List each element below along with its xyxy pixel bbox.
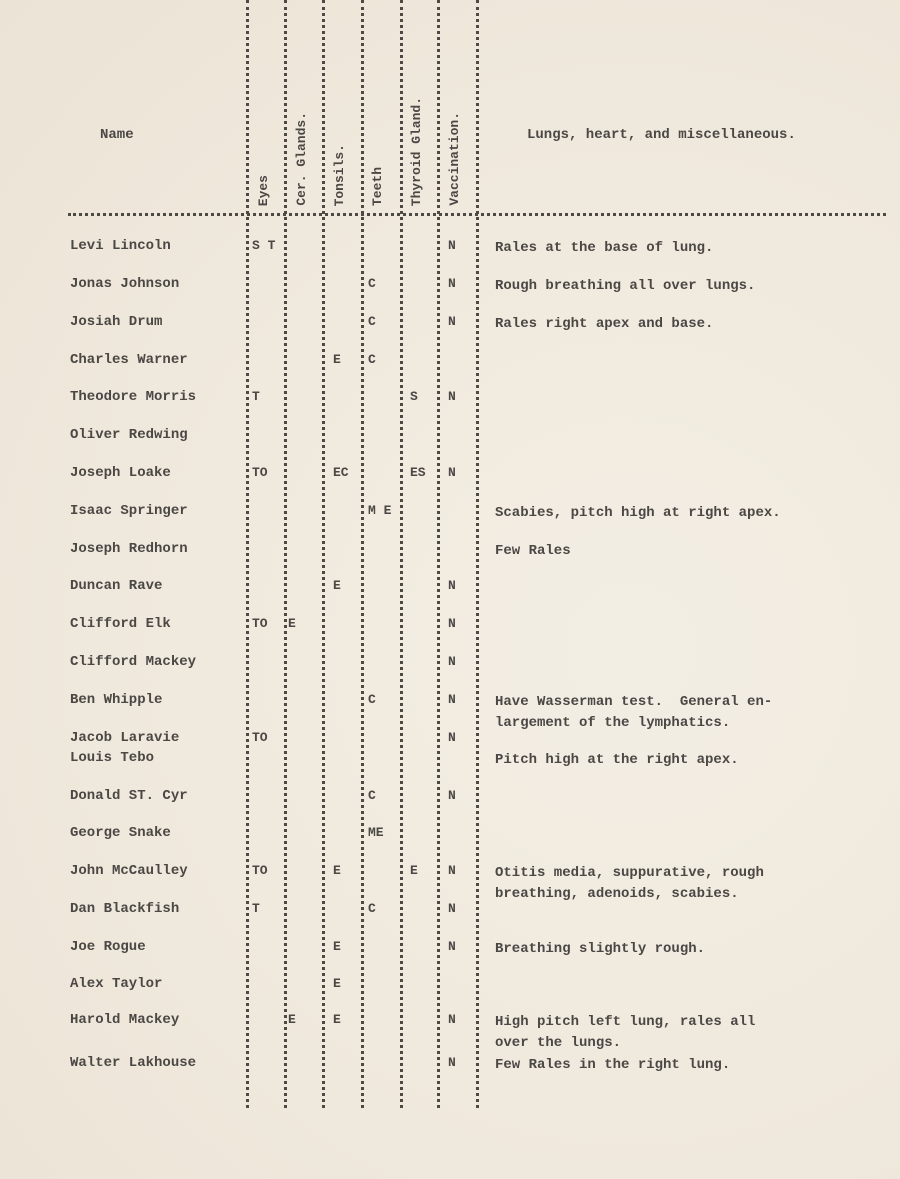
- student-name: Jonas Johnson: [70, 276, 180, 292]
- student-name: Donald ST. Cyr: [70, 788, 188, 804]
- vaccination-mark: N: [448, 314, 456, 329]
- vaccination-mark: N: [448, 1055, 456, 1070]
- table-row: [0, 238, 900, 274]
- tonsils-mark: E: [333, 976, 341, 991]
- vaccination-mark: N: [448, 788, 456, 803]
- table-row: [0, 692, 900, 731]
- eyes-mark: T: [252, 901, 260, 916]
- table-row: [0, 1055, 900, 1091]
- student-name: Duncan Rave: [70, 578, 163, 594]
- teeth-mark: M E: [368, 503, 392, 518]
- vaccination-mark: N: [448, 730, 456, 745]
- student-name: Alex Taylor: [70, 976, 163, 992]
- vaccination-mark: N: [448, 863, 456, 878]
- student-name: Charles Warner: [70, 352, 188, 368]
- header-thyroid-gland: Thyroid Gland.: [409, 96, 424, 206]
- student-name: Theodore Morris: [70, 389, 197, 405]
- vaccination-mark: N: [448, 276, 456, 291]
- eyes-mark: TO: [252, 616, 268, 631]
- student-name: Oliver Redwing: [70, 427, 188, 443]
- vaccination-mark: N: [448, 692, 456, 707]
- teeth-mark: C: [368, 788, 376, 803]
- tonsils-mark: E: [333, 863, 341, 878]
- table-row: [0, 788, 900, 824]
- student-name: Levi Lincoln: [70, 238, 171, 254]
- student-name: Josiah Drum: [70, 314, 163, 330]
- table-row: [0, 427, 900, 463]
- table-row: [0, 654, 900, 690]
- student-name: Dan Blackfish: [70, 901, 180, 917]
- vaccination-mark: N: [448, 238, 456, 253]
- notes: Scabies, pitch high at right apex.: [495, 505, 781, 521]
- thyroid-mark: E: [410, 863, 418, 878]
- tonsils-mark: E: [333, 1012, 341, 1027]
- vaccination-mark: N: [448, 465, 456, 480]
- notes: Pitch high at the right apex.: [495, 752, 739, 768]
- vaccination-mark: N: [448, 389, 456, 404]
- tonsils-mark: E: [333, 939, 341, 954]
- tonsils-mark: E: [333, 578, 341, 593]
- student-name: Clifford Mackey: [70, 654, 197, 670]
- notes: High pitch left lung, rales all over the lungs.: [495, 1014, 756, 1051]
- eyes-mark: TO: [252, 730, 268, 745]
- table-row: [0, 389, 900, 425]
- table-row: [0, 825, 900, 861]
- table-row: [0, 901, 900, 937]
- thyroid-mark: S: [410, 389, 418, 404]
- table-row: [0, 616, 900, 652]
- eyes-mark: TO: [252, 465, 268, 480]
- student-name: Harold Mackey: [70, 1012, 180, 1028]
- header-name: Name: [100, 127, 134, 143]
- table-row: [0, 541, 900, 577]
- vaccination-mark: N: [448, 578, 456, 593]
- header-eyes: Eyes: [256, 174, 271, 206]
- notes: Otitis media, suppurative, rough breathing, adenoids, scabies.: [495, 865, 764, 902]
- header-misc: Lungs, heart, and miscellaneous.: [527, 127, 796, 143]
- tonsils-mark: EC: [333, 465, 349, 480]
- table-row: [0, 465, 900, 501]
- table-row: [0, 276, 900, 312]
- tonsils-mark: E: [333, 352, 341, 367]
- table-row: [0, 863, 900, 902]
- eyes-mark: S T: [252, 238, 276, 253]
- student-name: Joseph Loake: [70, 465, 171, 481]
- header-vaccination: Vaccination.: [447, 112, 462, 206]
- notes: Few Rales: [495, 543, 571, 559]
- notes: Rough breathing all over lungs.: [495, 278, 756, 294]
- vaccination-mark: N: [448, 939, 456, 954]
- teeth-mark: C: [368, 276, 376, 291]
- vaccination-mark: N: [448, 901, 456, 916]
- table-row: [0, 503, 900, 539]
- notes: Breathing slightly rough.: [495, 941, 706, 957]
- notes: Have Wasserman test. General en- largement of the lymphatics.: [495, 694, 773, 731]
- notes: Few Rales in the right lung.: [495, 1057, 731, 1073]
- header-rule: [68, 213, 886, 216]
- cer-glands-mark: E: [288, 616, 296, 631]
- student-name: Ben Whipple: [70, 692, 163, 708]
- teeth-mark: ME: [368, 825, 384, 840]
- student-name: Joseph Redhorn: [70, 541, 188, 557]
- table-row: [0, 750, 900, 786]
- student-name: Clifford Elk: [70, 616, 171, 632]
- table-row: [0, 1012, 900, 1051]
- student-name: Joe Rogue: [70, 939, 146, 955]
- table-row: [0, 578, 900, 614]
- header-teeth: Teeth: [370, 166, 385, 206]
- vaccination-mark: N: [448, 654, 456, 669]
- notes: Rales right apex and base.: [495, 316, 714, 332]
- student-name: Louis Tebo: [70, 750, 155, 766]
- thyroid-mark: ES: [410, 465, 426, 480]
- vaccination-mark: N: [448, 616, 456, 631]
- eyes-mark: T: [252, 389, 260, 404]
- table-row: [0, 352, 900, 388]
- teeth-mark: C: [368, 901, 376, 916]
- header-cer-glands: Cer. Glands.: [294, 112, 309, 206]
- teeth-mark: C: [368, 692, 376, 707]
- cer-glands-mark: E: [288, 1012, 296, 1027]
- header-tonsils: Tonsils.: [332, 143, 347, 206]
- table-row: [0, 314, 900, 350]
- vaccination-mark: N: [448, 1012, 456, 1027]
- table-row: [0, 976, 900, 1012]
- student-name: Isaac Springer: [70, 503, 188, 519]
- student-name: Jacob Laravie: [70, 730, 180, 746]
- eyes-mark: TO: [252, 863, 268, 878]
- teeth-mark: C: [368, 314, 376, 329]
- student-name: George Snake: [70, 825, 171, 841]
- table-row: [0, 939, 900, 975]
- student-name: Walter Lakhouse: [70, 1055, 197, 1071]
- teeth-mark: C: [368, 352, 376, 367]
- student-name: John McCaulley: [70, 863, 188, 879]
- notes: Rales at the base of lung.: [495, 240, 714, 256]
